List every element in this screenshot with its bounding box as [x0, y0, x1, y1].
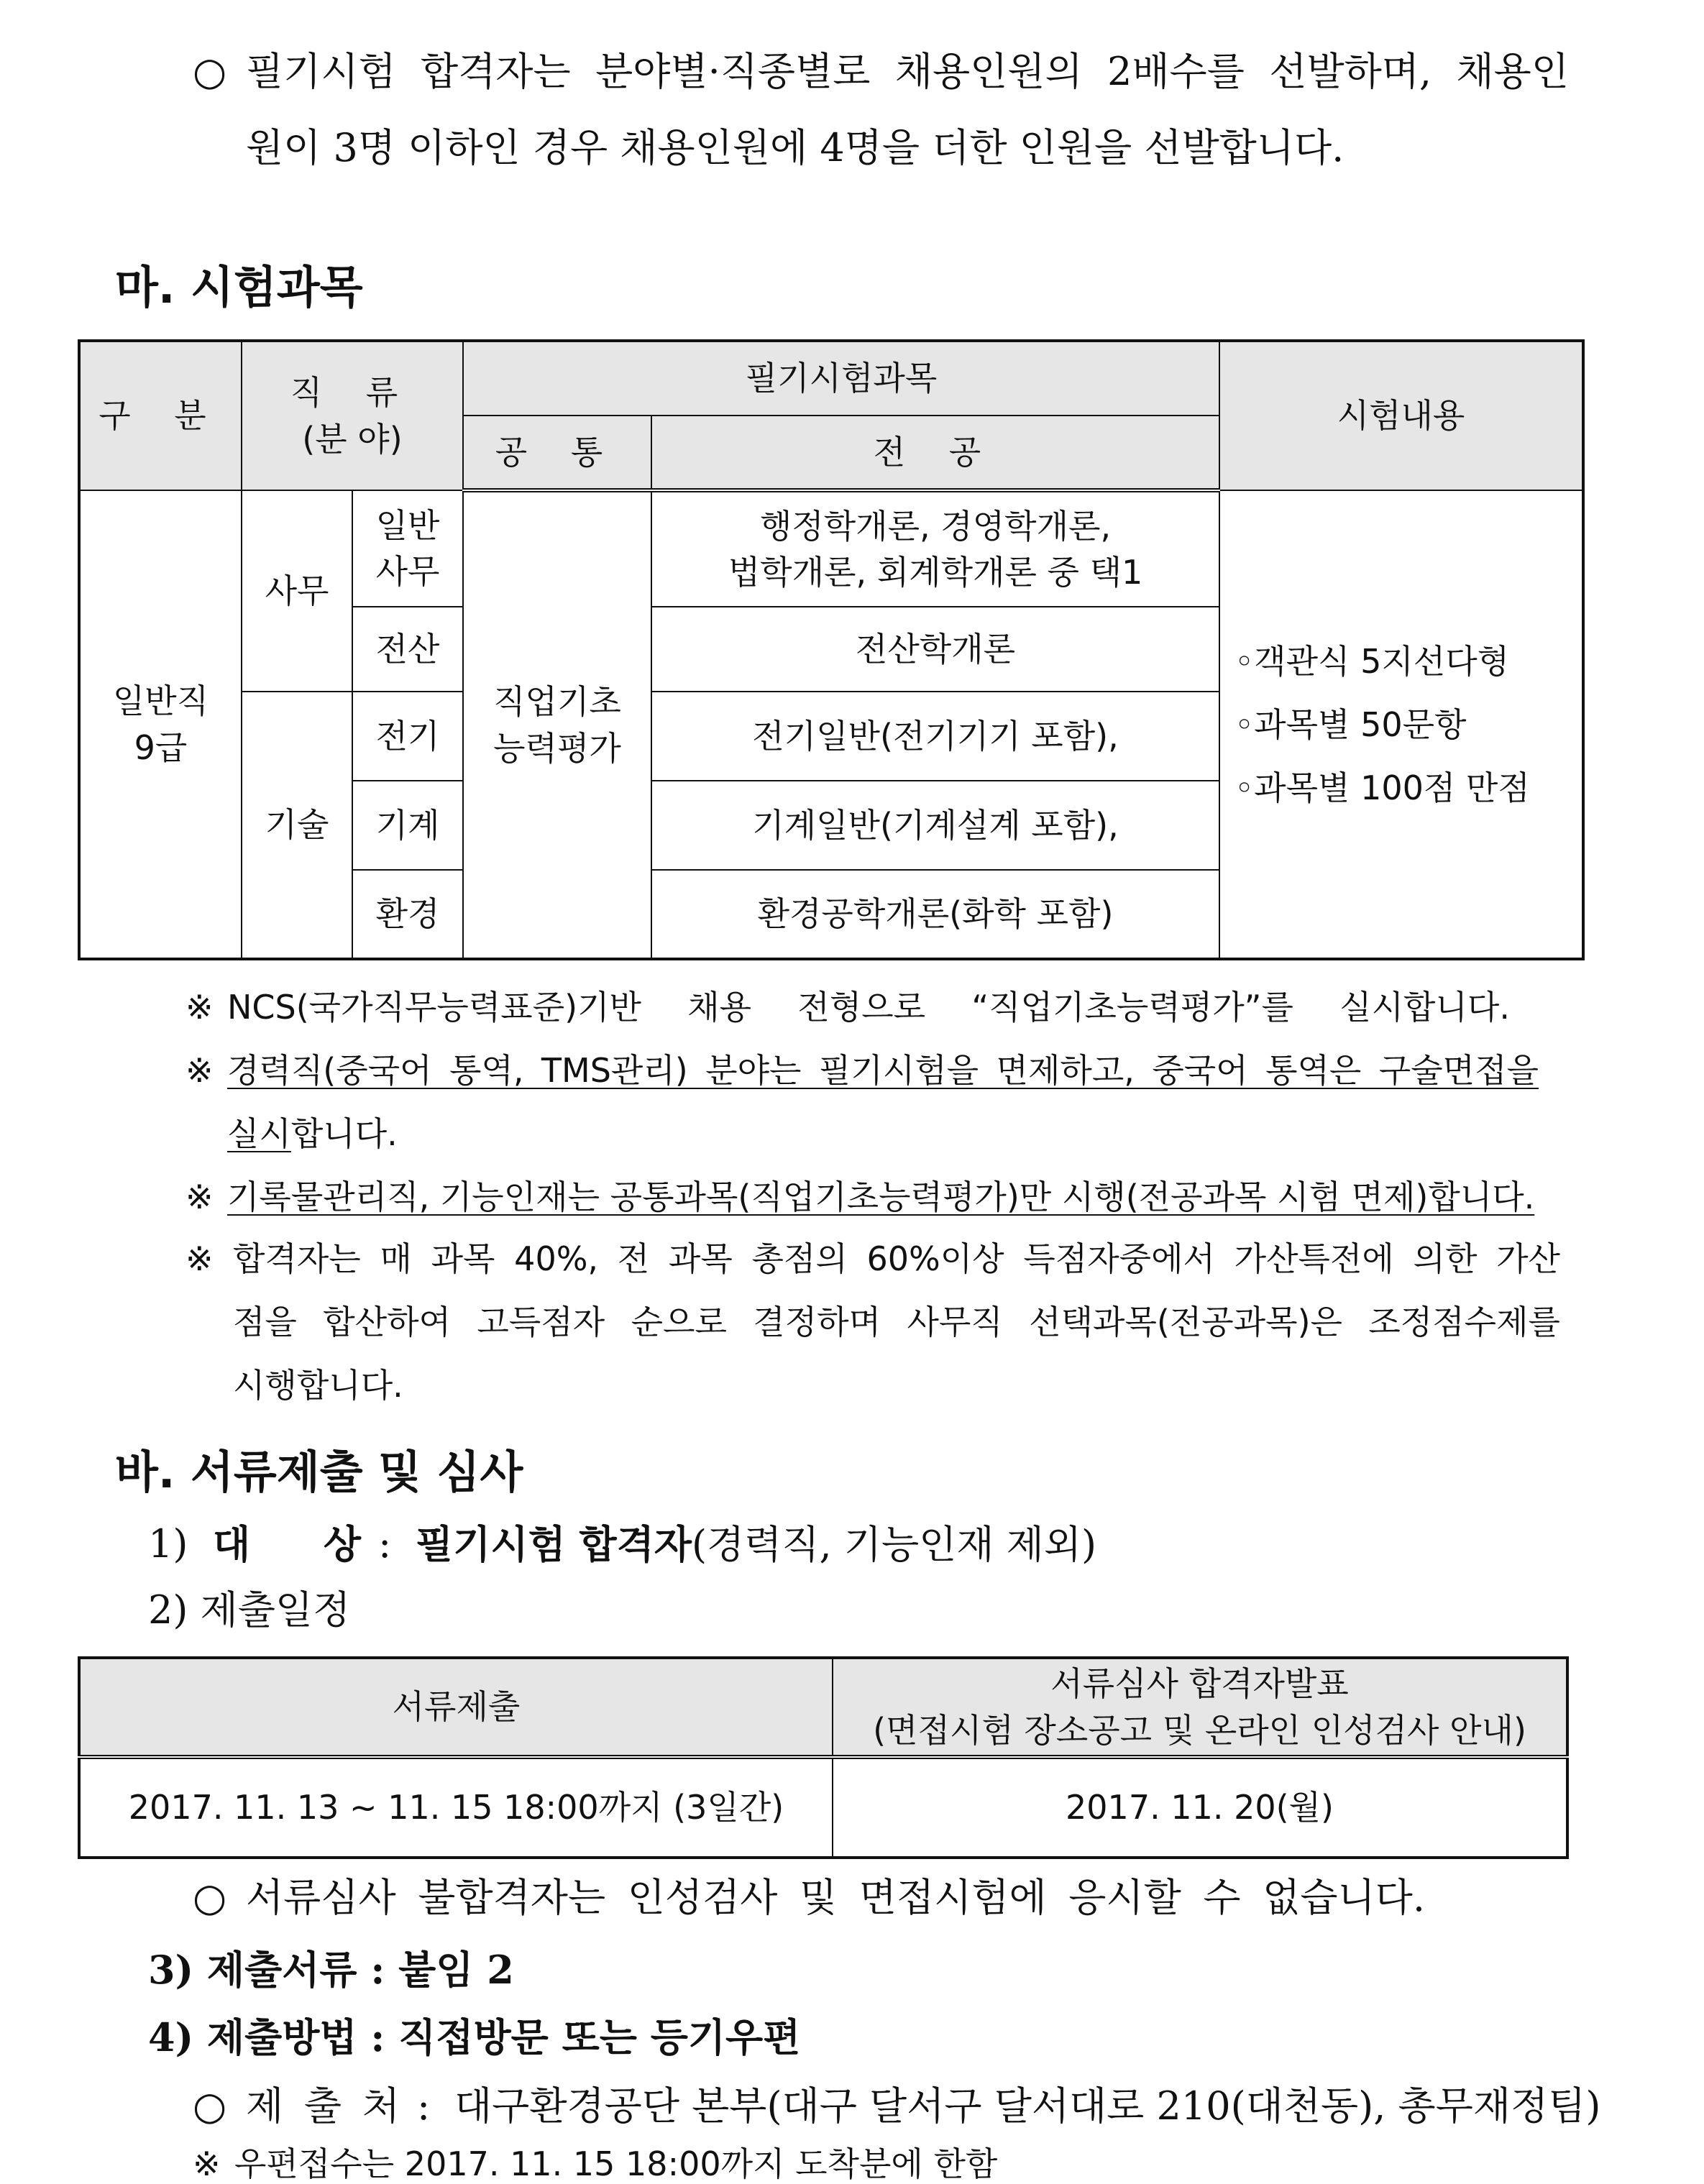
- row-environment: 환경: [352, 870, 463, 959]
- note-records-talent: 기록물관리직, 기능인재는 공통과목(직업기초능력평가)만 시행(전공과목 시험 면제)합니다.: [227, 1178, 1535, 1216]
- row-electric: 전기: [352, 692, 463, 781]
- note-scoring-line-2: 점을 합산하여 고득점자 순으로 결정하며 사무직 선택과목(전공과목)은 조정점수제를: [233, 1303, 1560, 1341]
- note-failed-applicants: 서류심사 불합격자는 인성검사 및 면접시험에 응시할 수 없습니다.: [246, 1875, 1425, 1920]
- header-category: 구 분: [79, 341, 242, 490]
- note-scoring-line-1: 합격자는 매 과목 40%, 전 과목 총점의 60%이상 득점자중에서 가산특전에 의한 가산: [233, 1239, 1560, 1278]
- note-scoring-line-3: 시행합니다.: [233, 1366, 403, 1405]
- header-common: 공 통: [463, 416, 651, 490]
- note-mark-mail: ※: [193, 2144, 221, 2183]
- result-date: 2017. 11. 20(월): [833, 1757, 1567, 1858]
- header-job-series: 직 류 (분 야): [242, 341, 463, 490]
- row-computing: 전산: [352, 607, 463, 692]
- exam-content: ◦객관식 5지선다형 ◦과목별 50문항 ◦과목별 100점 만점: [1219, 490, 1583, 959]
- note-career-exempt: 경력직(중국어 통역, TMS관리) 분야는 필기시험을 면제하고, 중국어 통역은 구술면접을: [227, 1051, 1539, 1090]
- section-title-exam-subjects: 마. 시험과목: [115, 261, 363, 313]
- intro-line-2: 원이 3명 이하인 경우 채용인원에 4명을 더한 인원을 선발합니다.: [246, 125, 1345, 170]
- note-career-exempt-line-2: 실시합니다.: [227, 1114, 398, 1153]
- bullet-icon: ○: [193, 2083, 227, 2129]
- place-value: 대구환경공단 본부(대구 달서구 달서대로 210(대천동), 총무재정팀): [454, 2083, 1601, 2129]
- item-1-colon: :: [378, 1521, 392, 1566]
- header-exam-content: 시험내용: [1219, 341, 1583, 490]
- bullet-icon: ○: [193, 1875, 227, 1920]
- intro-line-1: 필기시험 합격자는 분야별·직종별로 채용인원의 2배수를 선발하며, 채용인: [246, 49, 1569, 94]
- common-subject: 직업기초 능력평가: [463, 490, 651, 959]
- group-office: 사무: [242, 490, 352, 692]
- item-3-documents: 3) 제출서류 : 붙임 2: [148, 1947, 514, 1993]
- note-mail-deadline: 우편접수는 2017. 11. 15 18:00까지 도착분에 한함: [234, 2144, 998, 2183]
- subject-electric: 전기일반(전기기기 포함),: [651, 692, 1219, 781]
- bullet-icon: ○: [193, 49, 227, 94]
- note-ncs: NCS(국가직무능력표준)기반 채용 전형으로 “직업기초능력평가”를 실시합니다.: [227, 988, 1510, 1027]
- subject-general-office: 행정학개론, 경영학개론, 법학개론, 회계학개론 중 택1: [651, 490, 1219, 607]
- note-mark-2: ※: [185, 1051, 214, 1090]
- subject-environment: 환경공학개론(화학 포함): [651, 870, 1219, 959]
- item-4-method: 4) 제출방법 : 직접방문 또는 등기우편: [148, 2014, 801, 2060]
- item-1-value: 필기시험 합격자(경력직, 기능인재 제외): [416, 1521, 1097, 1567]
- note-mark-3: ※: [185, 1178, 214, 1216]
- note-mark-4: ※: [185, 1239, 214, 1278]
- submission-period: 2017. 11. 13 ~ 11. 15 18:00까지 (3일간): [79, 1757, 833, 1858]
- row-machine: 기계: [352, 781, 463, 870]
- note-mark-1: ※: [185, 988, 214, 1027]
- schedule-table: [78, 1656, 1569, 1859]
- header-major: 전 공: [651, 416, 1219, 490]
- place-label: 제 출 처: [246, 2083, 400, 2129]
- item-1-label: 대 상: [213, 1521, 361, 1567]
- header-document-submission: 서류제출: [79, 1658, 833, 1757]
- subject-computing: 전산학개론: [651, 607, 1219, 692]
- subject-machine: 기계일반(기계설계 포함),: [651, 781, 1219, 870]
- row-general-office: 일반 사무: [352, 490, 463, 607]
- section-title-documents: 바. 서류제출 및 심사: [115, 1446, 523, 1498]
- item-1-number: 1): [148, 1521, 188, 1566]
- group-tech: 기술: [242, 692, 352, 959]
- header-written-subjects: 필기시험과목: [463, 341, 1219, 416]
- exam-subjects-table: [78, 339, 1585, 960]
- category-general-9: 일반직 9급: [79, 490, 242, 959]
- place-colon: :: [417, 2083, 431, 2129]
- header-result-announcement: 서류심사 합격자발표 (면접시험 장소공고 및 온라인 인성검사 안내): [833, 1658, 1567, 1757]
- item-2-schedule: 2) 제출일정: [148, 1587, 351, 1633]
